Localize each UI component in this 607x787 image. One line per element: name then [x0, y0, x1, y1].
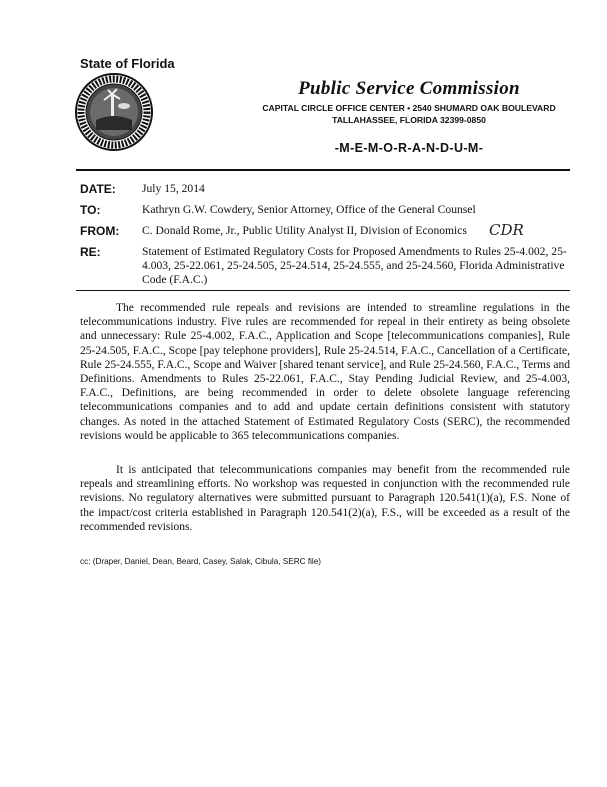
address-line-2: TALLAHASSEE, FLORIDA 32399-0850	[332, 115, 486, 125]
from-label: FROM:	[80, 224, 120, 238]
header-bottom-rule	[76, 290, 570, 291]
body-paragraph-2: It is anticipated that telecommunications companies may benefit from the recommended rule repeals and streamlining efforts. No workshop was requested in conjunction with the recommended rule revisions. No regulatory alternatives were submitted pursuant to Paragraph 120.541(1)(a), F.S. None of the impact/cost criteria established in Paragraph 120.541(2)(a), F.S., will be exceeded as a result of the recommended revisions.	[80, 464, 570, 533]
agency-name: Public Service Commission	[298, 78, 520, 99]
re-value: Statement of Estimated Regulatory Costs for Proposed Amendments to Rules 25-4.002, 25-4.003, 25-22.061, 25-24.505, 25-24.514, 25-24.555, and 25-24.560, Florida Administrative Code (F.A.C.)	[142, 245, 567, 286]
re-label: RE:	[80, 245, 101, 259]
to-label: TO:	[80, 203, 101, 217]
state-name: State of Florida	[80, 56, 175, 71]
header-top-rule	[76, 169, 570, 171]
state-seal-icon	[74, 72, 154, 152]
memo-title: -M-E-M-O-R-A-N-D-U-M-	[334, 141, 484, 155]
cc-list: cc: (Draper, Daniel, Dean, Beard, Casey, Salak, Cibula, SERC file)	[80, 557, 322, 566]
body-paragraph-1: The recommended rule repeals and revisions are intended to streamline regulations in the telecommunications industry. Five rules are recommended for repeal in their entirety as being obsolete and unnecessary: Rule 25-4.002, F.A.C., Application and Scope [telecommunications companies], Rule 25-24.505, F.A.C., Scope [pay telephone providers], Rule 25-24.514, F.A.C., Cancellation of a Certificate, Rule 25-24.555, F.A.C., Scope and Waiver [shared tenant service], and Rule 25-24.560, F.A.C., Terms and Definitions. Amendments to Rules 25-22.061, F.A.C., Stay Pending Judicial Review, and 25-4.003, F.A.C., Definitions, are being recommended in order to delete obsolete language referencing telecommunications companies and to add and update certain definitions consistent with statutory changes. As noted in the attached Statement of Estimated Regulatory Costs (SERC), the recommended revisions would be applicable to 365 telecommunications companies.	[80, 302, 570, 442]
to-value: Kathryn G.W. Cowdery, Senior Attorney, Office of the General Counsel	[142, 203, 476, 216]
date-label: DATE:	[80, 182, 116, 196]
address-line-1: CAPITAL CIRCLE OFFICE CENTER • 2540 SHUMARD OAK BOULEVARD	[262, 103, 556, 113]
from-initials-signature: CDR	[489, 221, 524, 239]
from-value: C. Donald Rome, Jr., Public Utility Analyst II, Division of Economics	[142, 224, 467, 237]
date-value: July 15, 2014	[142, 182, 205, 195]
